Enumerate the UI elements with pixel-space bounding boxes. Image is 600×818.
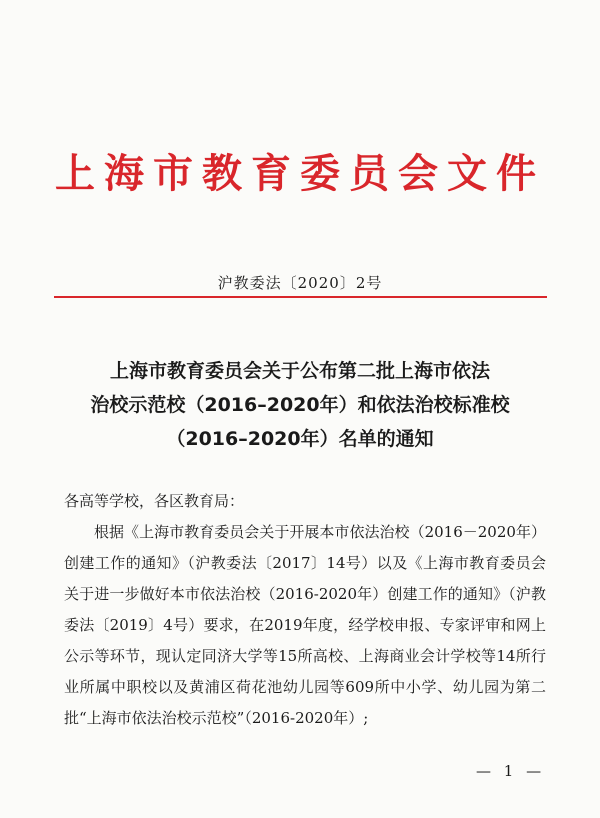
- salutation: 各高等学校，各区教育局：: [64, 492, 245, 510]
- notice-title: [40, 354, 560, 456]
- document-number: 沪教委法〔2020〕2号: [217, 274, 383, 292]
- page-number: — 1 —: [476, 762, 546, 780]
- body-paragraph: 根据《上海市教育委员会关于开展本市依法治校（2016－2020年）创建工作的通知》（沪教委法〔2017〕14号）以及《上海市教育委员会关于进一步做好本市依法治校（2016-2020年）创建工作的通知》（沪教委法〔2019〕4号）要求，在2019年度，经学校申报、专家评审和网上公示等环节，现认定同济大学等15所高校、上海商业会计学校等14所行业所属中职校以及黄浦区荷花池幼儿园等609所中小学、幼儿园为第二批“上海市依法治校示范校”（2016-2020年）;: [64, 523, 546, 727]
- document-body: [64, 486, 546, 734]
- masthead-title: 上海市教育委员会文件: [55, 150, 545, 197]
- notice-title-line-1: 上海市教育委员会关于公布第二批上海市依法: [109, 360, 490, 382]
- notice-title-line-3: （2016–2020年）名单的通知: [166, 428, 434, 450]
- red-divider: [54, 296, 547, 298]
- notice-title-line-2: 治校示范校（2016–2020年）和依法治校标准校: [90, 394, 510, 416]
